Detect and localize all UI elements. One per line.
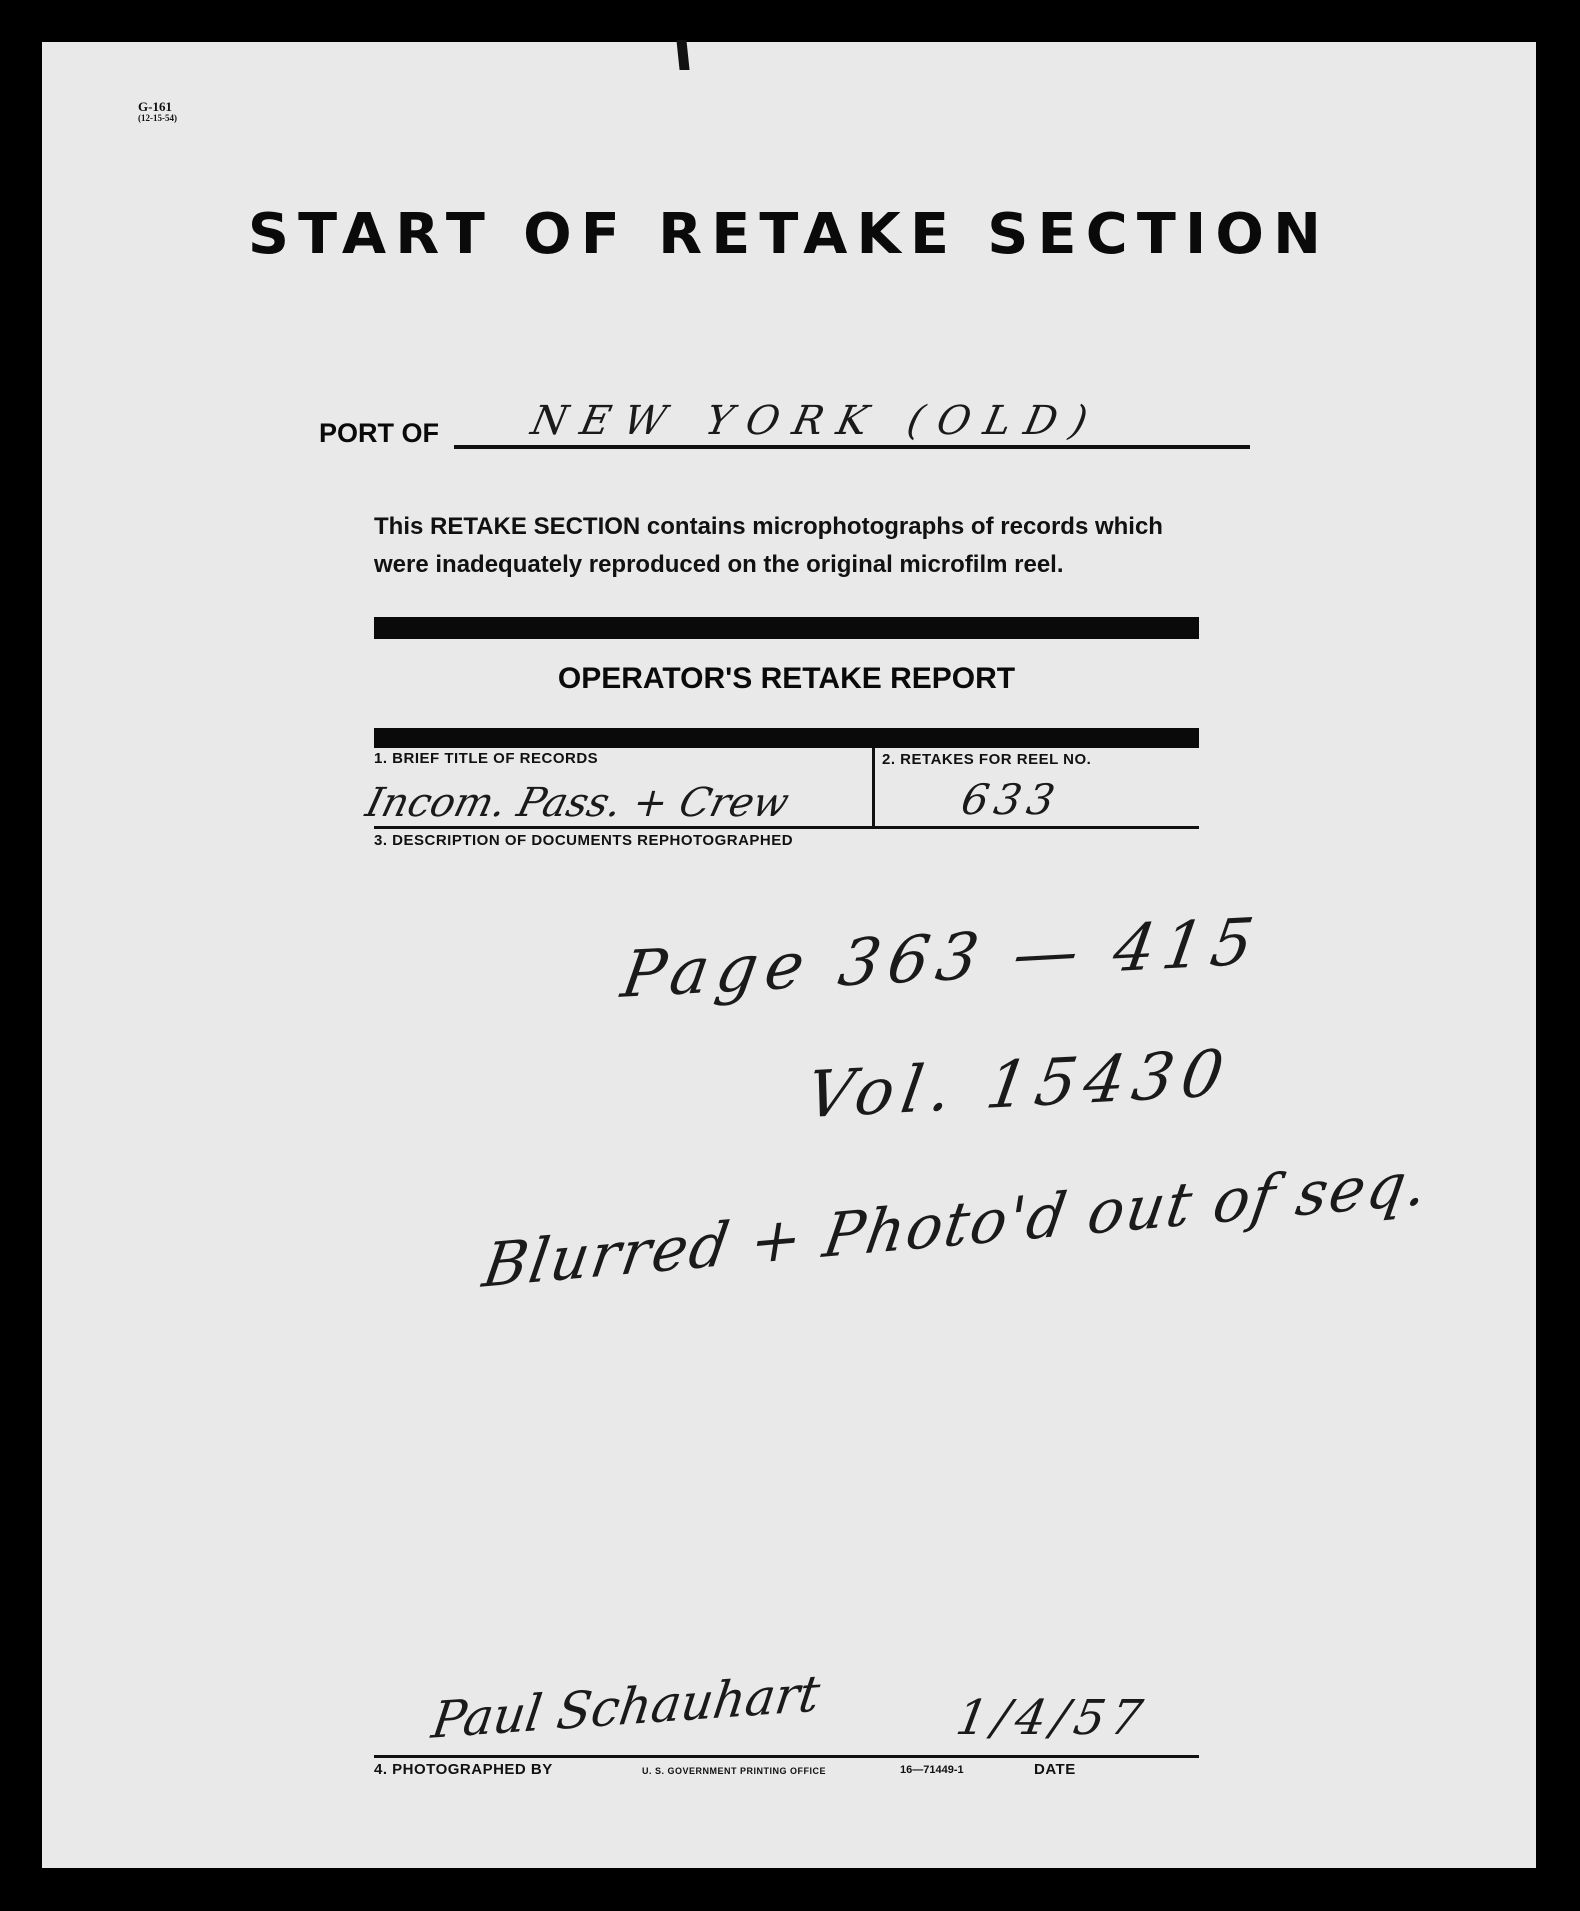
field-row-line [374, 826, 1199, 829]
retakes-value: 633 [957, 775, 1065, 824]
port-label: PORT OF [319, 418, 439, 448]
brief-title-label: 1. BRIEF TITLE OF RECORDS [374, 750, 599, 767]
date-value: 1/4/57 [952, 1690, 1153, 1746]
form-code: 16—71449-1 [900, 1764, 964, 1776]
form-number: G-161 [138, 99, 172, 114]
date-label: DATE [1034, 1761, 1076, 1778]
brief-title-value: Incom. Pass. + Crew [361, 780, 794, 826]
field-divider [872, 748, 875, 828]
divider-bar-top [374, 617, 1199, 639]
intro-text: This RETAKE SECTION contains microphotographs of records which were inadequately reproduced on the original microfilm reel. [374, 513, 1163, 578]
photographed-by-label: 4. PHOTOGRAPHED BY [374, 1761, 553, 1778]
description-label: 3. DESCRIPTION OF DOCUMENTS REPHOTOGRAPHED [374, 832, 794, 849]
port-value: NEW YORK (OLD) [527, 398, 1106, 444]
signature-line [374, 1755, 1199, 1758]
form-date: (12-15-54) [138, 113, 177, 123]
retakes-label: 2. RETAKES FOR REEL NO. [882, 751, 1092, 768]
divider-bar-report [374, 728, 1199, 748]
form-number-block [138, 100, 177, 123]
printer-imprint: U. S. GOVERNMENT PRINTING OFFICE [642, 1766, 827, 1776]
paper-tear [676, 40, 689, 70]
description-line-2: Vol. 15430 [801, 1036, 1237, 1134]
report-title: OPERATOR'S RETAKE REPORT [557, 662, 1016, 695]
description-line-3: Blurred + Photo'd out of seq. [478, 1148, 1434, 1302]
port-underline [454, 445, 1250, 449]
document-sheet [42, 42, 1536, 1868]
description-line-1: Page 363 — 415 [616, 904, 1267, 1014]
photographer-signature: Paul Schauhart [428, 1664, 824, 1750]
page-title: START OF RETAKE SECTION [247, 202, 1331, 267]
